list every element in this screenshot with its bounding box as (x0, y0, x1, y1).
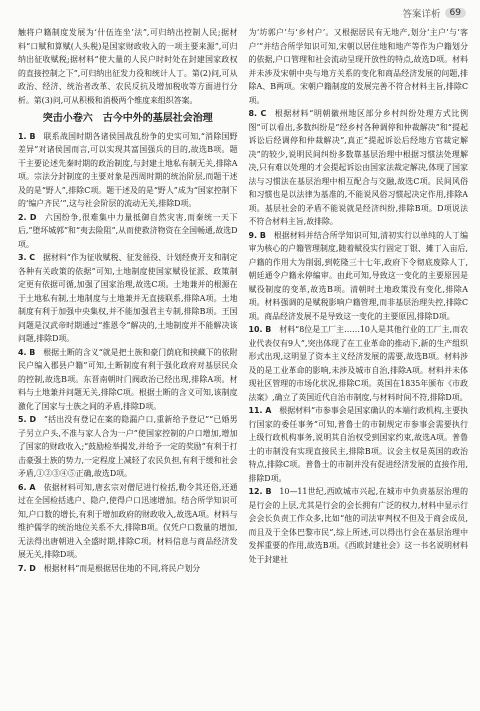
answer-text: 材料“8位是工厂主……10人是其他行业的工厂主,而农业代表仅有9人”,突出体现了在工业革命的推动下,新的生产组织形式出现,这明显了资本主义经济发展的需要,故选B项。材料涉及的是工业革命的影响,未涉及城市自治,排除A项。材料并未体现社区管理的市场化状况,排除C项。英国在1835年颁布《市政法案》,确立了英国近代自治市制度,与材料时间不符,排除D项。 (248, 325, 468, 402)
answer-text: 10—11世纪,西欧城市兴起,在城市中负责基层治理的是行会的上层,尤其是行会的会长拥有广泛的权力,材料中显示行会会长负责工作众多,比如“他的司法审判权不但及于商会成员,而且及于全体巴黎市民”,综上所述,可以得出行会在基层治理中发挥重要的作用,故选B项。《西欧封建社会》这一书名说明材料处于封建社 (248, 487, 468, 564)
answer-text: 根据材料“明朝徽州地区部分乡村纠纷处理方式比例图”可以看出,多数纠纷是“经乡村各种调停和仲裁解决”和“提起诉讼后经调停和仲裁解决”,真正“提起诉讼后经地方官裁定解决”的较少,说明民间纠纷多数靠基层治理中根据习惯法处理解决,只有难以处理的才会提起诉讼由国家法裁定解决,体现了国家法与习惯法在基层治理中相互配合与交融,故选C项。民间风俗和习惯也是以法律为基准的,不能说风俗习惯起决定作用,排除A项。基层社会的矛盾不能说就是经济纠纷,排除B项。D项说法不符合材料主旨,故排除。 (248, 109, 468, 226)
answer-item (249, 485, 469, 566)
answer-number: 3. C (18, 253, 36, 262)
answer-item (18, 130, 238, 211)
header-label: 答案详析 (402, 9, 441, 20)
answer-number: 6. A (18, 482, 36, 492)
right-answer-list (249, 26, 469, 566)
page-header (403, 6, 466, 20)
answer-item (249, 107, 469, 229)
answer-item (249, 229, 469, 324)
left-answer-list (18, 130, 238, 576)
answer-text: 根据土断的含义“就是把土族和豪门荫庇和挟藏下的依附民户编入郡县户籍”可知,土断制度有利于强化政府对基层民众的控制,故选B项。东晋南朝时门阀政治已经出现,排除A项。材料与土地兼并问题无关,排除C项。根据土断的含义可知,该制度激化了国家与士族之间的矛盾,排除D项。 (18, 347, 238, 411)
answer-number: 10. B (248, 325, 272, 334)
answer-number: 12. B (248, 487, 272, 496)
answer-text: 为‘坊郭户’与‘乡村户’。又根据居民有无地产,划分‘主户’与‘客户’”并结合所学知识可知,宋朝以居住地和地产等作为户籍划分的依据,户口管理和社会流动呈现开放性的特点,故选D项。材料并未涉及宋朝中央与地方关系的变化和商品经济发展的问题,排除A、B两项。宋朝户籍制度的发展完善不符合材料主旨,排除C项。 (248, 28, 468, 105)
answer-text: 六国纷争,很难集中力量抵御自然灾害,而秦统一天下后,“堕坏城郭”和“夷去险阻”,从而使救济物资在全国畅通,故选D项。 (18, 212, 238, 249)
answer-item (18, 211, 238, 252)
answer-item (249, 26, 469, 107)
answer-number: 4. B (18, 347, 36, 357)
left-column (18, 26, 238, 705)
answer-text: 据材料“作为征收赋税、征发徭役、计划经费开支和制定各种有关政策的依据”可知,土地制度使国家赋役征派、政策制定更有依据可循,加强了国家治理,故选C项。土地兼并的根源在于土地私有制,土地制度与土地兼并无直接联系,排除A项。土地制度有利于加强中央集权,并不能加强君主专制,排除B项。王国问题是汉武帝时期通过“推恩令”解决的,土地制度并不能解决该问题,排除D项。 (18, 253, 238, 343)
intro-paragraph: 触将户籍制度发展为‘什伍连坐’法”,可归纳出控制人民;据材料“口赋和算赋(人头税)是国家财政收入的一项主要来源”,可归纳出征收赋税;据材料“使大量的人民户时时处在封建国家政权的直接控制之下”,可归纳出征发力役和统计人丁。第(2)问,可从政治、经济、统治者改革、农民反抗及增加税收等方面进行分析。第(3)问,可从积极和消极两个维度来组织答案。 (18, 28, 238, 105)
answer-item (18, 481, 238, 562)
right-column (249, 26, 469, 705)
answer-text: 联系战国时期各诸侯国战乱纷争的史实可知,“消除国野差异”对诸侯国而言,可以实现其富国强兵的目的,故选B项。题干主要论述先秦时期的政治制度,与封建土地私有制无关,排除A项。宗法分封制度的主要对象是西周时期的统治阶层,而题干述及的是“野人”,排除C项。题干述及的是“野人”成为“国家控制下的‘编户齐民’”,这与社会阶层的流动无关,排除D项。 (18, 131, 238, 208)
answer-number: 7. D (18, 563, 36, 573)
answer-item (18, 413, 238, 481)
answer-number: 8. C (248, 109, 267, 118)
answer-item (18, 562, 238, 576)
answer-text: 根据材料“而是根据居住地的不同,将民户划分 (43, 563, 201, 573)
section-title: 突击小卷六 古今中外的基层社会治理 (42, 113, 213, 124)
answer-number: 5. D (18, 415, 37, 424)
answer-item (18, 346, 238, 414)
answer-number: 1. B (18, 131, 36, 141)
page-number: 69 (445, 8, 466, 18)
answer-text: “括出没有登记在案的隐漏户口,重新给予登记”“已婚男子另立户头,不准与家人合为一户”使国家控制的户口增加,增加了国家的财政收入;“鼓励检举揭发,并给予一定的奖励”有利于打击豪强士族的势力,一定程度上减轻了农民负担,有利于缓和社会矛盾,①②③④⑤正确,故选D项。 (18, 415, 238, 478)
answer-number: 11. A (248, 406, 272, 415)
answer-text: 根据材料“市参事会是国家确认的本端行政机构,主要执行国家的委任事务”可知,普鲁士的市制规定市参事会需要执行上级行政机构事务,说明其自治权受到国家约束,故选A项。普鲁士的市制没有实现直接民主,排除B项。议会主权是英国的政治特点,排除C项。普鲁士的市制并没有促进经济发展的直接作用,排除D项。 (248, 406, 468, 483)
answer-number: 2. D (18, 212, 37, 222)
answer-number: 9. B (248, 230, 266, 240)
answer-text: 依据材料可知,唐玄宗对僧尼进行检括,勒令其还俗,还通过在全国检括逃户、隐户,使得户口迅速增加。结合所学知识可知,户口数的增长,有利于增加政府的财政收入,故选A项。材料与维护儒学的统治地位关系不大,排除B项。仅凭户口数量的增加,无法得出唐朝进入全盛时期,排除C项。材料信息与商品经济发展无关,排除D项。 (18, 482, 238, 559)
text-columns (18, 26, 468, 705)
answer-item (249, 323, 469, 404)
answer-item (18, 251, 238, 346)
answer-item (249, 404, 469, 485)
answer-text: 根据材料并结合所学知识可知,清初实行以单纯的人丁编审为核心的户籍管理制度,随着赋役实行固定丁银、摊丁入亩后,户籍的作用大为削弱,到乾隆三十七年,政府下令彻底废除人丁,朝廷通令户籍永停编审。由此可知,导致这一变化的主要原因是赋役制度的变革,故选B项。清朝时土地政策没有变化,排除A项。材料强调的是赋税影响户籍管理,而非基层治理失控,排除C项。商品经济发展不是导致这一变化的主要原因,排除D项。 (248, 230, 468, 321)
